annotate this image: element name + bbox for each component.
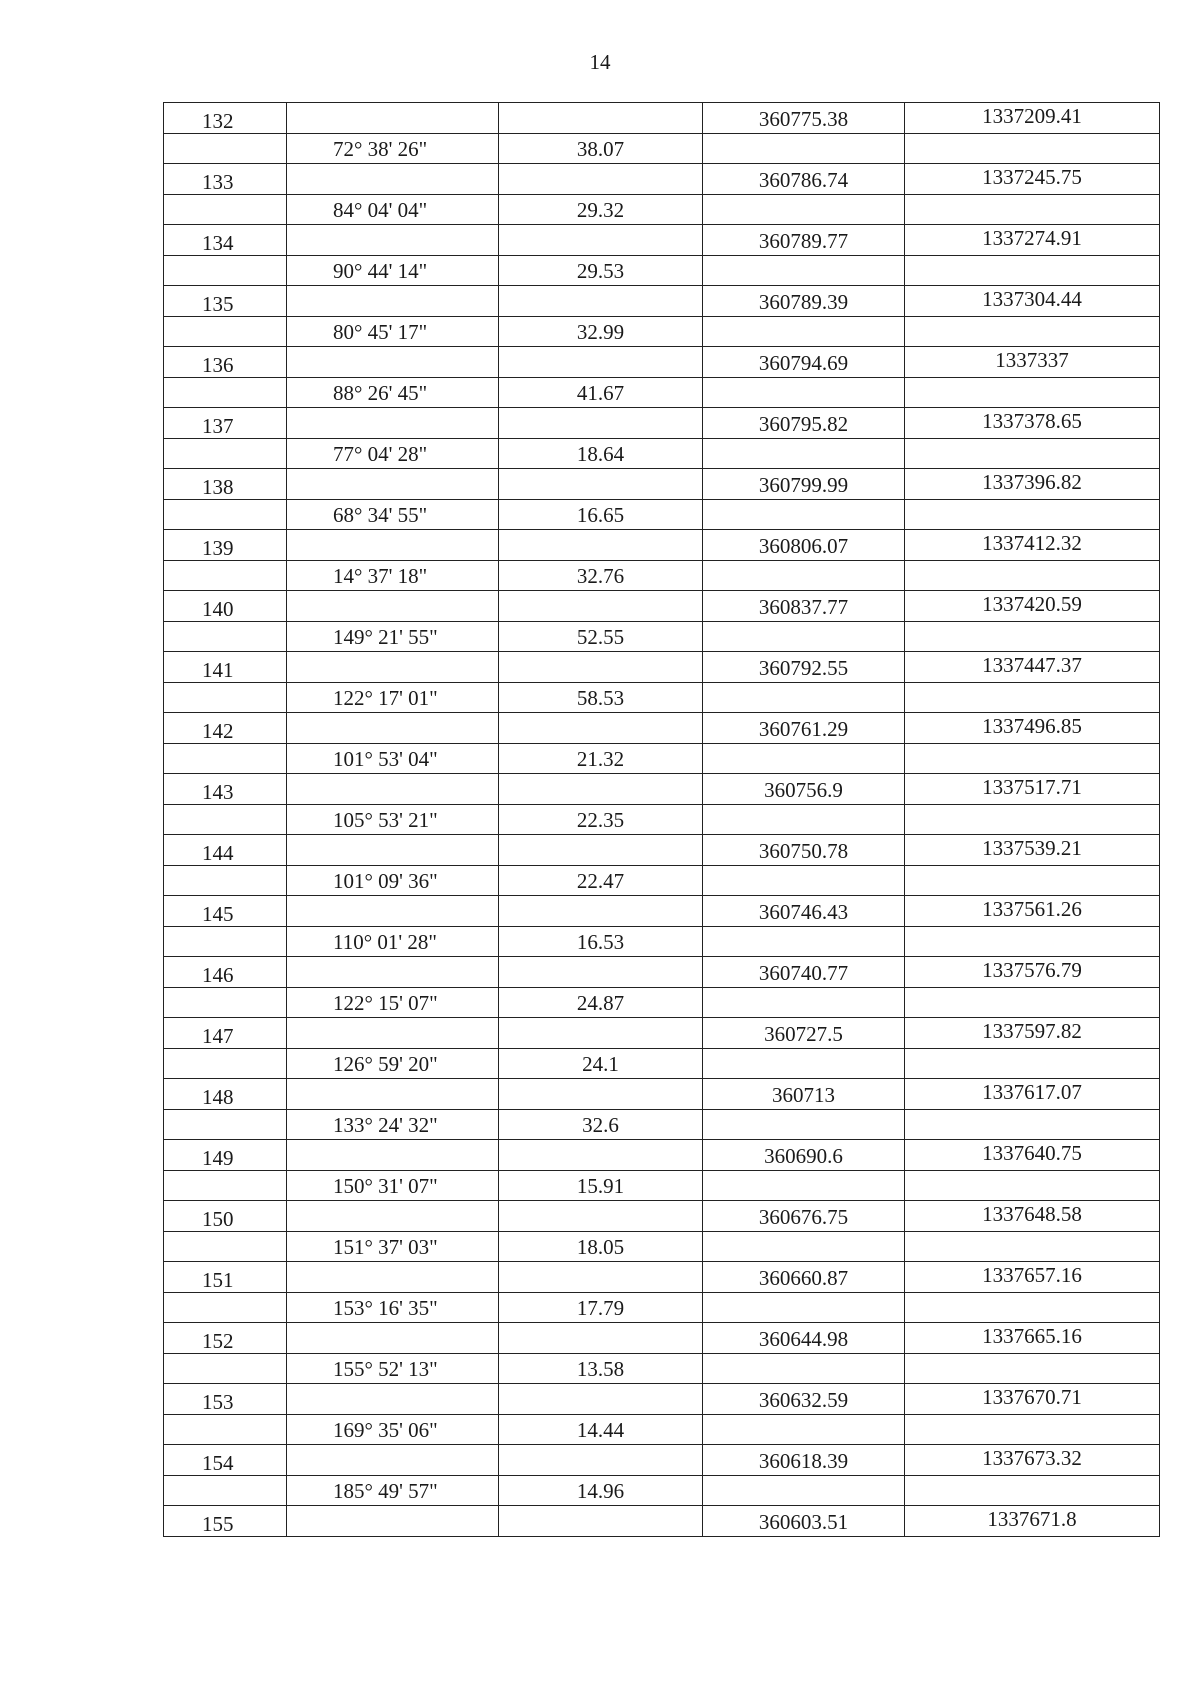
segment-row [164, 438, 1160, 469]
empty-cell [905, 499, 1160, 530]
coord-x: 360789.77 [703, 225, 905, 256]
empty-cell [703, 926, 905, 957]
bearing-angle: 126° 59' 20" [287, 1048, 499, 1079]
segment-row [164, 804, 1160, 835]
segment-row [164, 1231, 1160, 1262]
empty-cell [905, 682, 1160, 713]
empty-cell [287, 896, 499, 927]
segment-length: 22.35 [499, 804, 703, 835]
point-id: 150 [164, 1201, 287, 1232]
empty-cell [703, 438, 905, 469]
empty-cell [905, 133, 1160, 164]
bearing-angle: 185° 49' 57" [287, 1475, 499, 1506]
segment-row [164, 926, 1160, 957]
bearing-angle: 14° 37' 18" [287, 560, 499, 591]
point-id: 140 [164, 591, 287, 622]
empty-cell [499, 835, 703, 866]
segment-row [164, 1414, 1160, 1445]
empty-cell [703, 1475, 905, 1506]
segment-length: 32.6 [499, 1109, 703, 1140]
empty-cell [164, 987, 287, 1018]
bearing-angle: 149° 21' 55" [287, 621, 499, 652]
empty-cell [905, 987, 1160, 1018]
empty-cell [287, 1384, 499, 1415]
segment-length: 16.65 [499, 499, 703, 530]
segment-length: 14.44 [499, 1414, 703, 1445]
empty-cell [287, 1262, 499, 1293]
empty-cell [287, 774, 499, 805]
empty-cell [287, 286, 499, 317]
segment-length: 24.87 [499, 987, 703, 1018]
empty-cell [164, 194, 287, 225]
empty-cell [499, 1201, 703, 1232]
empty-cell [905, 316, 1160, 347]
empty-cell [499, 591, 703, 622]
empty-cell [287, 1323, 499, 1354]
bearing-angle: 101° 09' 36" [287, 865, 499, 896]
bearing-angle: 68° 34' 55" [287, 499, 499, 530]
point-id: 133 [164, 164, 287, 195]
bearing-angle: 153° 16' 35" [287, 1292, 499, 1323]
coord-y: 1337648.58 [905, 1201, 1160, 1232]
empty-cell [499, 1506, 703, 1537]
coord-x: 360644.98 [703, 1323, 905, 1354]
segment-length: 16.53 [499, 926, 703, 957]
point-row [164, 1201, 1160, 1232]
empty-cell [703, 1231, 905, 1262]
empty-cell [164, 377, 287, 408]
empty-cell [287, 530, 499, 561]
coord-x: 360603.51 [703, 1506, 905, 1537]
coord-y: 1337617.07 [905, 1079, 1160, 1110]
coord-y: 1337665.16 [905, 1323, 1160, 1354]
segment-row [164, 1048, 1160, 1079]
point-row [164, 103, 1160, 134]
segment-length: 52.55 [499, 621, 703, 652]
point-row [164, 1384, 1160, 1415]
empty-cell [499, 1445, 703, 1476]
empty-cell [905, 865, 1160, 896]
empty-cell [164, 865, 287, 896]
empty-cell [499, 103, 703, 134]
empty-cell [164, 743, 287, 774]
empty-cell [905, 1353, 1160, 1384]
empty-cell [164, 1353, 287, 1384]
empty-cell [703, 621, 905, 652]
empty-cell [499, 1262, 703, 1293]
coord-x: 360740.77 [703, 957, 905, 988]
segment-row [164, 1109, 1160, 1140]
bearing-angle: 169° 35' 06" [287, 1414, 499, 1445]
empty-cell [703, 316, 905, 347]
point-id: 141 [164, 652, 287, 683]
empty-cell [499, 1079, 703, 1110]
empty-cell [905, 1231, 1160, 1262]
empty-cell [499, 286, 703, 317]
empty-cell [287, 103, 499, 134]
segment-row [164, 377, 1160, 408]
empty-cell [287, 957, 499, 988]
segment-length: 41.67 [499, 377, 703, 408]
bearing-angle: 133° 24' 32" [287, 1109, 499, 1140]
empty-cell [905, 621, 1160, 652]
empty-cell [703, 1048, 905, 1079]
point-row [164, 713, 1160, 744]
empty-cell [164, 682, 287, 713]
coord-x: 360775.38 [703, 103, 905, 134]
segment-length: 29.53 [499, 255, 703, 286]
empty-cell [703, 1109, 905, 1140]
bearing-angle: 90° 44' 14" [287, 255, 499, 286]
bearing-angle: 155° 52' 13" [287, 1353, 499, 1384]
coord-y: 1337337 [905, 347, 1160, 378]
coord-y: 1337671.8 [905, 1506, 1160, 1537]
segment-length: 38.07 [499, 133, 703, 164]
empty-cell [287, 713, 499, 744]
coord-x: 360837.77 [703, 591, 905, 622]
empty-cell [499, 225, 703, 256]
empty-cell [287, 1079, 499, 1110]
segment-length: 15.91 [499, 1170, 703, 1201]
page-number: 14 [589, 50, 611, 74]
bearing-angle: 101° 53' 04" [287, 743, 499, 774]
point-row [164, 1140, 1160, 1171]
empty-cell [164, 926, 287, 957]
coord-y: 1337412.32 [905, 530, 1160, 561]
empty-cell [905, 194, 1160, 225]
point-row [164, 164, 1160, 195]
point-row [164, 1262, 1160, 1293]
coord-y: 1337517.71 [905, 774, 1160, 805]
coord-x: 360632.59 [703, 1384, 905, 1415]
empty-cell [905, 1170, 1160, 1201]
empty-cell [164, 560, 287, 591]
coord-y: 1337496.85 [905, 713, 1160, 744]
empty-cell [703, 987, 905, 1018]
empty-cell [499, 652, 703, 683]
empty-cell [164, 1231, 287, 1262]
point-id: 142 [164, 713, 287, 744]
empty-cell [905, 1475, 1160, 1506]
coord-x: 360618.39 [703, 1445, 905, 1476]
empty-cell [499, 1140, 703, 1171]
coord-y: 1337245.75 [905, 164, 1160, 195]
empty-cell [164, 438, 287, 469]
empty-cell [905, 1292, 1160, 1323]
segment-row [164, 1353, 1160, 1384]
empty-cell [703, 560, 905, 591]
segment-row [164, 133, 1160, 164]
segment-length: 32.99 [499, 316, 703, 347]
empty-cell [499, 896, 703, 927]
empty-cell [287, 1201, 499, 1232]
point-id: 154 [164, 1445, 287, 1476]
point-row [164, 1323, 1160, 1354]
empty-cell [703, 1414, 905, 1445]
bearing-angle: 77° 04' 28" [287, 438, 499, 469]
point-row [164, 652, 1160, 683]
segment-row [164, 560, 1160, 591]
coord-x: 360786.74 [703, 164, 905, 195]
bearing-angle: 88° 26' 45" [287, 377, 499, 408]
coord-y: 1337561.26 [905, 896, 1160, 927]
empty-cell [287, 1018, 499, 1049]
empty-cell [499, 1323, 703, 1354]
point-id: 136 [164, 347, 287, 378]
empty-cell [287, 835, 499, 866]
point-id: 153 [164, 1384, 287, 1415]
bearing-angle: 105° 53' 21" [287, 804, 499, 835]
coord-x: 360806.07 [703, 530, 905, 561]
empty-cell [499, 713, 703, 744]
empty-cell [905, 377, 1160, 408]
segment-length: 18.64 [499, 438, 703, 469]
point-id: 155 [164, 1506, 287, 1537]
empty-cell [905, 743, 1160, 774]
point-id: 148 [164, 1079, 287, 1110]
empty-cell [703, 1292, 905, 1323]
segment-length: 14.96 [499, 1475, 703, 1506]
point-id: 143 [164, 774, 287, 805]
point-row [164, 469, 1160, 500]
coord-x: 360727.5 [703, 1018, 905, 1049]
point-row [164, 1445, 1160, 1476]
empty-cell [164, 621, 287, 652]
empty-cell [287, 1140, 499, 1171]
empty-cell [287, 347, 499, 378]
segment-length: 24.1 [499, 1048, 703, 1079]
empty-cell [287, 408, 499, 439]
empty-cell [703, 194, 905, 225]
empty-cell [287, 1445, 499, 1476]
coord-y: 1337670.71 [905, 1384, 1160, 1415]
segment-row [164, 499, 1160, 530]
coord-y: 1337673.32 [905, 1445, 1160, 1476]
empty-cell [905, 926, 1160, 957]
empty-cell [703, 865, 905, 896]
empty-cell [164, 1414, 287, 1445]
empty-cell [499, 164, 703, 195]
point-id: 149 [164, 1140, 287, 1171]
bearing-angle: 80° 45' 17" [287, 316, 499, 347]
empty-cell [499, 530, 703, 561]
bearing-angle: 72° 38' 26" [287, 133, 499, 164]
point-id: 145 [164, 896, 287, 927]
point-id: 135 [164, 286, 287, 317]
bearing-angle: 151° 37' 03" [287, 1231, 499, 1262]
empty-cell [287, 652, 499, 683]
empty-cell [703, 804, 905, 835]
coord-y: 1337597.82 [905, 1018, 1160, 1049]
point-id: 151 [164, 1262, 287, 1293]
point-row [164, 591, 1160, 622]
empty-cell [164, 1048, 287, 1079]
coord-x: 360795.82 [703, 408, 905, 439]
bearing-angle: 150° 31' 07" [287, 1170, 499, 1201]
coord-y: 1337274.91 [905, 225, 1160, 256]
point-row [164, 225, 1160, 256]
coordinate-table [163, 102, 1160, 1537]
empty-cell [164, 1170, 287, 1201]
segment-row [164, 865, 1160, 896]
bearing-angle: 122° 17' 01" [287, 682, 499, 713]
empty-cell [164, 1109, 287, 1140]
point-id: 152 [164, 1323, 287, 1354]
point-row [164, 1506, 1160, 1537]
point-row [164, 1079, 1160, 1110]
point-id: 137 [164, 408, 287, 439]
empty-cell [287, 225, 499, 256]
empty-cell [499, 469, 703, 500]
coord-y: 1337447.37 [905, 652, 1160, 683]
coord-x: 360750.78 [703, 835, 905, 866]
point-row [164, 347, 1160, 378]
empty-cell [164, 316, 287, 347]
coord-x: 360789.39 [703, 286, 905, 317]
empty-cell [905, 1109, 1160, 1140]
point-row [164, 530, 1160, 561]
coord-y: 1337640.75 [905, 1140, 1160, 1171]
coord-x: 360660.87 [703, 1262, 905, 1293]
coord-x: 360799.99 [703, 469, 905, 500]
empty-cell [703, 1353, 905, 1384]
segment-row [164, 743, 1160, 774]
point-id: 146 [164, 957, 287, 988]
point-row [164, 1018, 1160, 1049]
coord-x: 360761.29 [703, 713, 905, 744]
coord-x: 360794.69 [703, 347, 905, 378]
empty-cell [499, 1384, 703, 1415]
segment-row [164, 1475, 1160, 1506]
segment-length: 18.05 [499, 1231, 703, 1262]
empty-cell [164, 804, 287, 835]
empty-cell [703, 255, 905, 286]
segment-length: 58.53 [499, 682, 703, 713]
point-id: 138 [164, 469, 287, 500]
point-id: 134 [164, 225, 287, 256]
empty-cell [287, 1506, 499, 1537]
empty-cell [703, 743, 905, 774]
segment-row [164, 621, 1160, 652]
segment-length: 17.79 [499, 1292, 703, 1323]
point-row [164, 408, 1160, 439]
segment-row [164, 1170, 1160, 1201]
segment-row [164, 255, 1160, 286]
empty-cell [164, 1292, 287, 1323]
empty-cell [703, 682, 905, 713]
empty-cell [287, 469, 499, 500]
empty-cell [703, 377, 905, 408]
empty-cell [905, 255, 1160, 286]
segment-row [164, 987, 1160, 1018]
coord-x: 360713 [703, 1079, 905, 1110]
bearing-angle: 122° 15' 07" [287, 987, 499, 1018]
coord-y: 1337378.65 [905, 408, 1160, 439]
empty-cell [164, 255, 287, 286]
segment-length: 22.47 [499, 865, 703, 896]
coord-y: 1337539.21 [905, 835, 1160, 866]
empty-cell [164, 133, 287, 164]
point-id: 144 [164, 835, 287, 866]
bearing-angle: 84° 04' 04" [287, 194, 499, 225]
coord-y: 1337576.79 [905, 957, 1160, 988]
coord-x: 360792.55 [703, 652, 905, 683]
coord-y: 1337396.82 [905, 469, 1160, 500]
coord-y: 1337657.16 [905, 1262, 1160, 1293]
segment-length: 21.32 [499, 743, 703, 774]
point-id: 147 [164, 1018, 287, 1049]
empty-cell [905, 560, 1160, 591]
bearing-angle: 110° 01' 28" [287, 926, 499, 957]
segment-length: 13.58 [499, 1353, 703, 1384]
segment-row [164, 194, 1160, 225]
point-row [164, 774, 1160, 805]
empty-cell [164, 1475, 287, 1506]
point-id: 139 [164, 530, 287, 561]
empty-cell [164, 499, 287, 530]
empty-cell [905, 1048, 1160, 1079]
empty-cell [905, 438, 1160, 469]
coord-x: 360746.43 [703, 896, 905, 927]
segment-row [164, 316, 1160, 347]
empty-cell [499, 347, 703, 378]
empty-cell [905, 1414, 1160, 1445]
point-id: 132 [164, 103, 287, 134]
coord-y: 1337304.44 [905, 286, 1160, 317]
point-row [164, 896, 1160, 927]
coord-y: 1337420.59 [905, 591, 1160, 622]
segment-length: 32.76 [499, 560, 703, 591]
empty-cell [499, 774, 703, 805]
coord-x: 360676.75 [703, 1201, 905, 1232]
segment-row [164, 1292, 1160, 1323]
coord-x: 360690.6 [703, 1140, 905, 1171]
point-row [164, 286, 1160, 317]
segment-length: 29.32 [499, 194, 703, 225]
empty-cell [287, 591, 499, 622]
empty-cell [703, 499, 905, 530]
segment-row [164, 682, 1160, 713]
empty-cell [287, 164, 499, 195]
coord-x: 360756.9 [703, 774, 905, 805]
empty-cell [499, 957, 703, 988]
empty-cell [703, 1170, 905, 1201]
point-row [164, 957, 1160, 988]
empty-cell [703, 133, 905, 164]
empty-cell [499, 1018, 703, 1049]
empty-cell [499, 408, 703, 439]
empty-cell [905, 804, 1160, 835]
coord-y: 1337209.41 [905, 103, 1160, 134]
point-row [164, 835, 1160, 866]
